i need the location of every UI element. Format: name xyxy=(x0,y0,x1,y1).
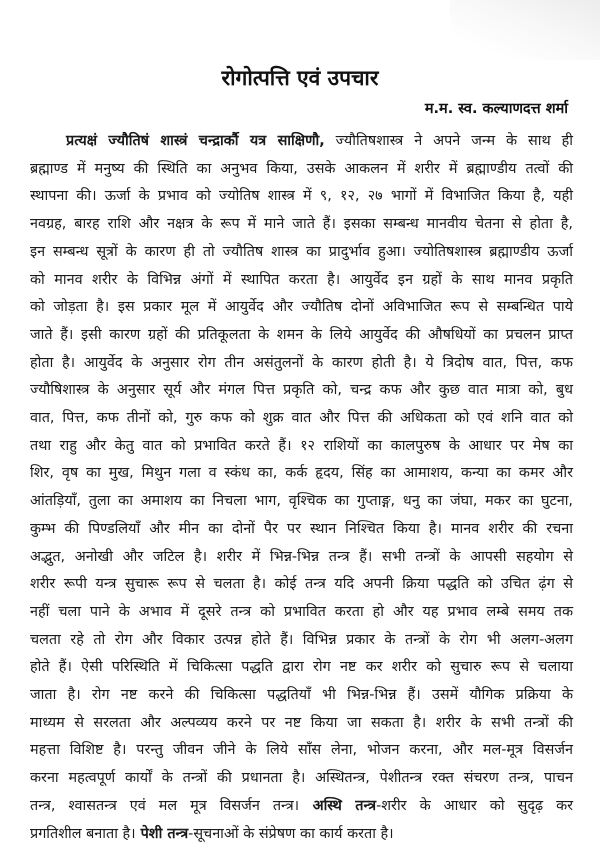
text-run: करना महत्वपूर्ण कार्यों के तन्त्रों की प्रधानता है। अस्थितन्त्र, पेशीतन्त्र रक्त संचरण तन्त्र, पाचन xyxy=(30,770,573,787)
text-line xyxy=(30,211,573,239)
text-run: ब्रह्माण्ड में मनुष्य की स्थिति का अनुभव किया, उसके आकलन में शरीर में ब्रह्माण्डीय तत्वों की xyxy=(30,160,573,177)
text-run: ज्यौतिषशास्त्र ने अपने जन्म के साथ ही xyxy=(324,133,574,149)
article-author: म.म. स्व. कल्याणदत्त शर्मा xyxy=(424,101,568,117)
text-line xyxy=(30,710,573,738)
text-line xyxy=(30,433,573,461)
text-line xyxy=(30,267,573,295)
text-line xyxy=(30,156,573,184)
text-line xyxy=(30,516,573,544)
text-run: महत्ता विशिष्ट है। परन्तु जीवन जीने के लिये साँस लेना, भोजन करना, और मल-मूत्र विसर्जन xyxy=(30,742,573,759)
text-run: चलता रहे तो रोग और विकार उत्पन्न होते हैं। विभिन्न प्रकार के तन्त्रों के रोग भी अलग-अलग xyxy=(30,631,573,648)
text-run: तन्त्र, श्वासतन्त्र एवं मल मूत्र विसर्जन तन्त्र। xyxy=(30,797,300,814)
bold-phrase: प्रत्यक्षं ज्यौतिषं शास्त्रं चन्द्रार्कौ यत्र साक्षिणौ, xyxy=(66,133,325,149)
text-line xyxy=(30,377,573,405)
text-line xyxy=(30,627,573,655)
text-run: को जोड़ता है। इस प्रकार मूल में आयुर्वेद और ज्यौतिष दोनों अविभाजित रूप से सम्बन्धित पाये xyxy=(30,299,573,316)
text-run: स्थापना की। ऊर्जा के प्रभाव को ज्योतिष शास्त्र में ९, १२, २७ भागों में विभाजित किया है, यही xyxy=(30,188,573,205)
text-run: शिर, वृष का मुख, मिथुन गला व स्कंध का, कर्क हृदय, सिंह का आमाशय, कन्या का कमर और xyxy=(30,465,573,482)
text-line xyxy=(30,682,573,710)
article-body xyxy=(30,128,573,848)
text-line xyxy=(30,322,573,350)
text-line xyxy=(30,654,573,682)
bold-phrase: अस्थि तन्त्र xyxy=(299,797,377,814)
text-line xyxy=(30,737,573,765)
text-run: आंतड़ियाँ, तुला का अमाशय का निचला भाग, वृश्चिक का गुप्ताङ्ग, धनु का जंघा, मकर का घुटना, xyxy=(30,493,573,510)
text-line xyxy=(30,599,573,627)
text-run: होते हैं। ऐसी परिस्थिति में चिकित्सा पद्धति द्वारा रोग नष्ट कर शरीर को सुचारु रूप से चलाया xyxy=(30,659,573,676)
text-run: वात, पित्त, कफ तीनों को, गुरु कफ को शुक्र वात और पित्त की अधिकता को एवं शनि वात को xyxy=(30,410,573,427)
text-run: जाते हैं। इसी कारण ग्रहों की प्रतिकूलता के शमन के लिये आयुर्वेद की औषधियों का प्रचलन प्राप्त xyxy=(30,326,573,343)
text-run: माध्यम से सरलता और अल्पव्यय करने पर नष्ट किया जा सकता है। शरीर के सभी तन्त्रों की xyxy=(30,714,573,731)
page-shadow xyxy=(450,0,600,60)
text-line xyxy=(30,183,573,211)
text-line xyxy=(30,294,573,322)
text-run: नवग्रह, बारह राशि और नक्षत्र के रूप में माने जाते हैं। इसका सम्बन्ध मानवीय चेतना से होता है, xyxy=(30,216,573,233)
text-line xyxy=(30,488,573,516)
text-line xyxy=(30,544,573,572)
text-run: ज्यौषिशास्त्र के अनुसार सूर्य और मंगल पित्त प्रकृति को, चन्द्र कफ और कुछ वात मात्रा को, बुध xyxy=(30,382,573,399)
text-line xyxy=(30,128,573,156)
text-line xyxy=(30,765,573,793)
text-line xyxy=(30,405,573,433)
text-line xyxy=(30,460,573,488)
text-line xyxy=(30,821,573,849)
text-run: अद्भुत, अनोखी और जटिल है। शरीर में भिन्न-भिन्न तन्त्र हैं। सभी तन्त्रों के आपसी सहयोग से xyxy=(30,548,573,565)
text-run: नहीं चला पाने के अभाव में दूसरे तन्त्र को प्रभावित करता हो और यह प्रभाव लम्बे समय तक xyxy=(30,603,573,620)
text-line xyxy=(30,350,573,378)
text-run: को मानव शरीर के विभिन्न अंगों में स्थापित करता है। आयुर्वेद इन ग्रहों के साथ मानव प्रकृति xyxy=(30,271,573,288)
text-run: इन सम्बन्ध सूत्रों के कारण ही तो ज्यौतिष शास्त्र का प्रादुर्भाव हुआ। ज्योतिषशास्त्र ब्रह्माण्डीय ऊर्जा xyxy=(30,243,573,260)
text-run: -सूचनाओं के संप्रेषण का कार्य करता है। xyxy=(188,825,394,842)
text-run: कुम्भ की पिण्डलियाँ और मीन का दोनों पैर पर स्थान निश्चित किया है। मानव शरीर की रचना xyxy=(30,520,573,537)
bold-phrase: पेशी तन्त्र xyxy=(135,825,189,842)
text-run: शरीर रूपी यन्त्र सुचारू रूप से चलता है। कोई तन्त्र यदि अपनी क्रिया पद्धति को उचित ढ़ंग से xyxy=(30,576,573,593)
text-run: जाता है। रोग नष्ट करने की चिकित्सा पद्धतियाँ भी भिन्न-भिन्न हैं। उसमें यौगिक प्रक्रिया के xyxy=(30,687,573,704)
text-run: प्रगतिशील बनाता है। xyxy=(30,825,136,842)
text-run: तथा राहु और केतु वात को प्रभावित करते हैं। १२ राशियों का कालपुरुष के आधार पर मेष का xyxy=(30,437,573,454)
text-run: -शरीर के आधार को सुदृढ़ कर xyxy=(376,797,574,814)
text-run: होता है। आयुर्वेद के अनुसार रोग तीन असंतुलनों के कारण होती है। ये त्रिदोष वात, पित्त, कफ xyxy=(30,354,573,371)
article-title: रोगोत्पत्ति एवं उपचार xyxy=(221,66,379,90)
text-line xyxy=(30,571,573,599)
text-line xyxy=(30,793,573,821)
text-line xyxy=(30,239,573,267)
